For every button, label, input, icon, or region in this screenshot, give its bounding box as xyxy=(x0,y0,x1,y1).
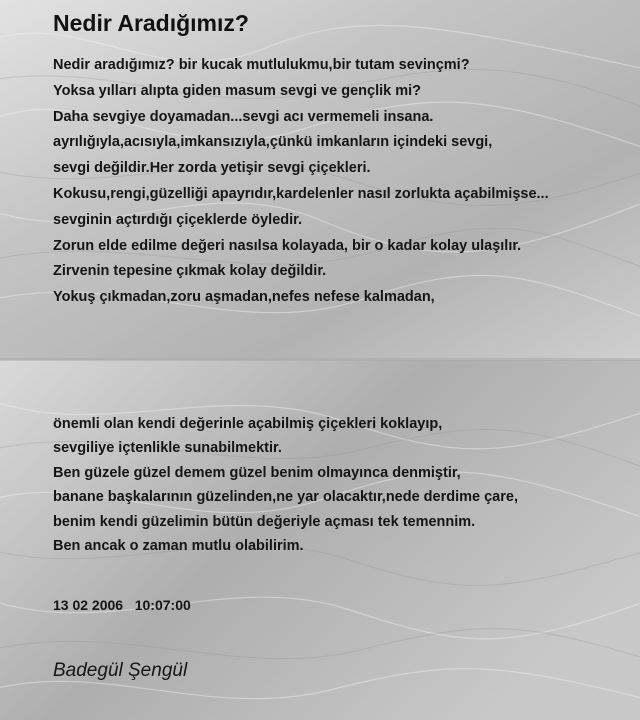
poem-line: Daha sevgiye doyamadan...sevgi acı vermemeli insana. xyxy=(53,108,434,125)
poem-line: sevginin açtırdığı çiçeklerde öyledir. xyxy=(53,211,303,228)
poem-line: Zorun elde edilme değeri nasılsa kolayada, bir o kadar kolay ulaşılır. xyxy=(53,237,522,254)
stanza-1 xyxy=(53,53,549,311)
poem-line: sevgi değildir.Her zorda yetişir sevgi çiçekleri. xyxy=(53,160,371,177)
poem-line: Ben güzele güzel demem güzel benim olmayınca denmiştir, xyxy=(53,464,461,481)
poem-line: benim kendi güzelimin bütün değeriyle açması tek temennim. xyxy=(53,513,476,530)
poem-line: Nedir aradığımız? bir kucak mutlulukmu,bir tutam sevinçmi? xyxy=(53,57,470,73)
poem-datetime: 13 02 2006 10:07:00 xyxy=(53,597,191,613)
poem-line: Yoksa yılları alıpta giden masum sevgi ve gençlik mi? xyxy=(53,82,422,99)
poem-line: ayrılığıyla,acısıyla,imkansızıyla,çünkü imkanların içindeki sevgi, xyxy=(53,134,493,151)
poem-line: sevgiliye içtenlikle sunabilmektir. xyxy=(53,440,282,457)
poem-line: Zirvenin tepesine çıkmak kolay değildir. xyxy=(53,263,327,280)
poem-line: önemli olan kendi değerinle açabilmiş çiçekleri koklayıp, xyxy=(53,416,443,432)
poem-line: Kokusu,rengi,güzelliği apayrıdır,kardelenler nasıl zorlukta açabilmişse... xyxy=(53,185,549,202)
poem-line: Ben ancak o zaman mutlu olabilirim. xyxy=(53,537,304,554)
poem-title: Nedir Aradığımız? xyxy=(53,10,249,36)
poem-line: Yokuş çıkmadan,zoru aşmadan,nefes nefese kalmadan, xyxy=(53,289,435,306)
stanza-2 xyxy=(53,412,518,558)
poem-line: banane başkalarının güzelinden,ne yar olacaktır,nede derdime çare, xyxy=(53,489,518,506)
poem-author: Badegül Şengül xyxy=(53,660,188,681)
